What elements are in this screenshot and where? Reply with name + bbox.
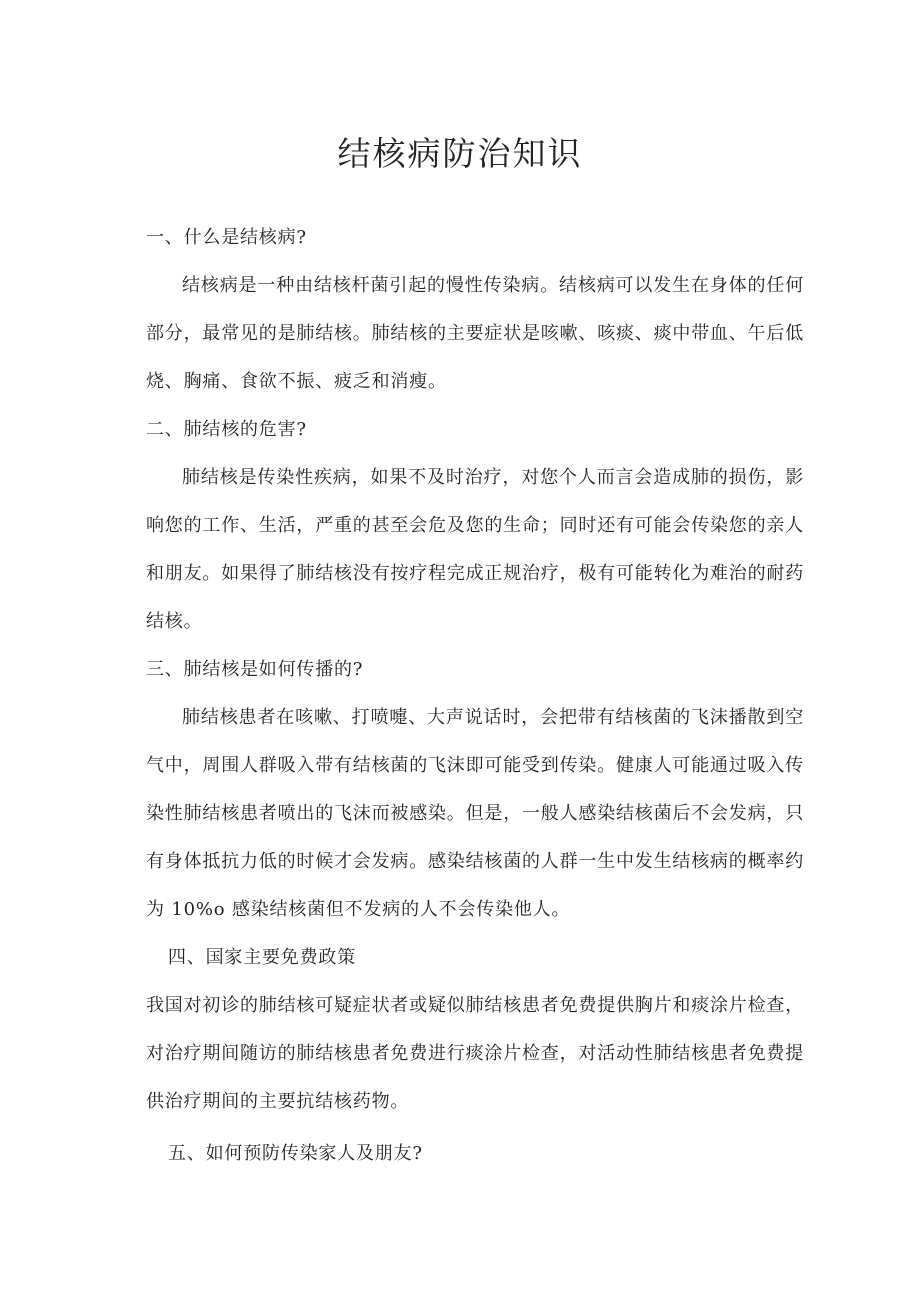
section-heading: 二、肺结核的危害? (146, 419, 307, 440)
section-free-policy (146, 934, 804, 1126)
page-title: 结核病防治知识 (337, 134, 583, 173)
section-heading: 五、如何预防传染家人及朋友? (168, 1143, 423, 1164)
section-heading: 一、什么是结核病? (146, 227, 307, 248)
section-prevention (146, 1130, 804, 1178)
section-paragraph: 肺结核患者在咳嗽、打喷嚏、大声说话时，会把带有结核菌的飞沫播散到空气中，周围人群吸入带有结核菌的飞沫即可能受到传染。健康人可能通过吸入传染性肺结核患者喷出的飞沫而被感染。但是，一般人感染结核菌后不会发病，只有身体抵抗力低的时候才会发病。感染结核菌的人群一生中发生结核病的概率约为 10%o 感染结核菌但不发病的人不会传染他人。 (146, 707, 804, 920)
section-transmission (146, 646, 804, 934)
section-harm (146, 406, 804, 646)
section-paragraph: 我国对初诊的肺结核可疑症状者或疑似肺结核患者免费提供胸片和痰涂片检查，对治疗期间随访的肺结核患者免费进行痰涂片检查，对活动性肺结核患者免费提供治疗期间的主要抗结核药物。 (146, 995, 804, 1112)
document-body (146, 214, 804, 1178)
section-paragraph: 肺结核是传染性疾病，如果不及时治疗，对您个人而言会造成肺的损伤，影响您的工作、生活，严重的甚至会危及您的生命；同时还有可能会传染您的亲人和朋友。如果得了肺结核没有按疗程完成正规治疗，极有可能转化为难治的耐药结核。 (146, 467, 804, 632)
section-heading: 四、国家主要免费政策 (168, 947, 356, 968)
section-heading: 三、肺结核是如何传播的? (146, 659, 364, 680)
section-what-is-tb (146, 214, 804, 406)
section-paragraph: 结核病是一种由结核杆菌引起的慢性传染病。结核病可以发生在身体的任何部分，最常见的是肺结核。肺结核的主要症状是咳嗽、咳痰、痰中带血、午后低烧、胸痛、食欲不振、疲乏和消瘦。 (146, 275, 804, 392)
